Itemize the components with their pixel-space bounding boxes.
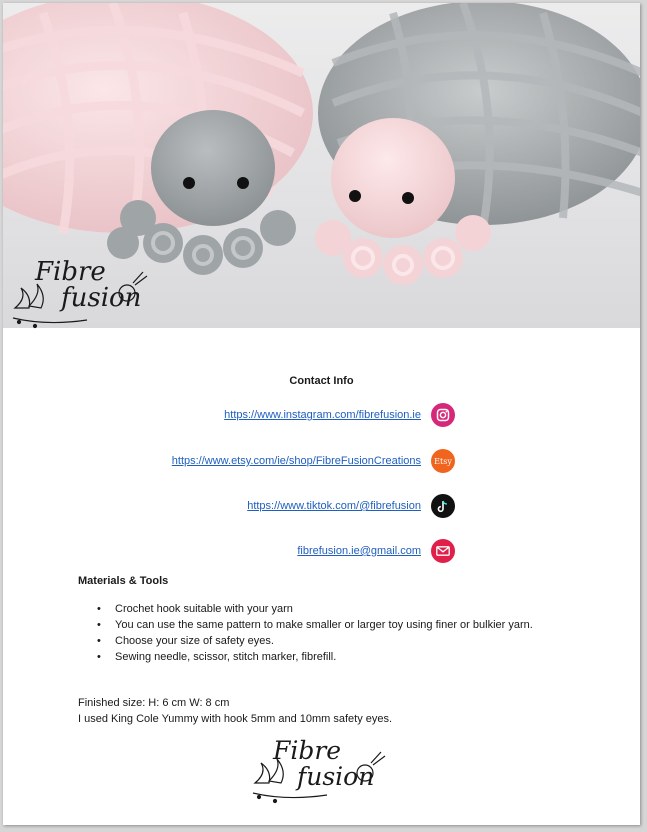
instagram-link[interactable]: https://www.instagram.com/fibrefusion.ie [224,409,421,421]
instagram-row [224,402,455,428]
etsy-icon[interactable] [431,449,455,473]
etsy-row [172,448,455,474]
email-link[interactable]: fibrefusion.ie@gmail.com [297,545,421,557]
etsy-link[interactable]: https://www.etsy.com/ie/shop/FibreFusionCreations [171,455,421,467]
brand-logo [7,248,162,333]
hero-photo [3,3,640,328]
svg-text:Fibre: Fibre [273,736,342,765]
brand-logo-bottom [247,731,397,811]
tiktok-row [247,493,455,519]
list-item: • Sewing needle, scissor, stitch marker, fibrefill. [115,649,533,665]
yarn-used-text: I used King Cole Yummy with hook 5mm and 10mm safety eyes. [78,713,393,725]
finished-size-text: Finished size: H: 6 cm W: 8 cm [78,697,230,709]
materials-heading: Materials & Tools [78,575,169,587]
tiktok-icon[interactable] [431,494,455,518]
materials-list [78,601,533,665]
email-row [297,538,455,564]
list-item: • Crochet hook suitable with your yarn [115,601,533,617]
contact-info-heading: Contact Info [289,375,354,387]
svg-text:fusion: fusion [61,283,142,313]
svg-text:Fibre: Fibre [35,257,106,287]
svg-text:fusion: fusion [297,762,375,791]
mail-icon[interactable] [431,539,455,563]
document-page [3,3,640,825]
etsy-icon-text: Etsy [434,456,452,466]
list-item: • Choose your size of safety eyes. [115,633,533,649]
tiktok-link[interactable]: https://www.tiktok.com/@fibrefusion [247,500,421,512]
instagram-icon[interactable] [431,403,455,427]
list-item: • You can use the same pattern to make smaller or larger toy using finer or bulkier yarn. [115,617,533,633]
